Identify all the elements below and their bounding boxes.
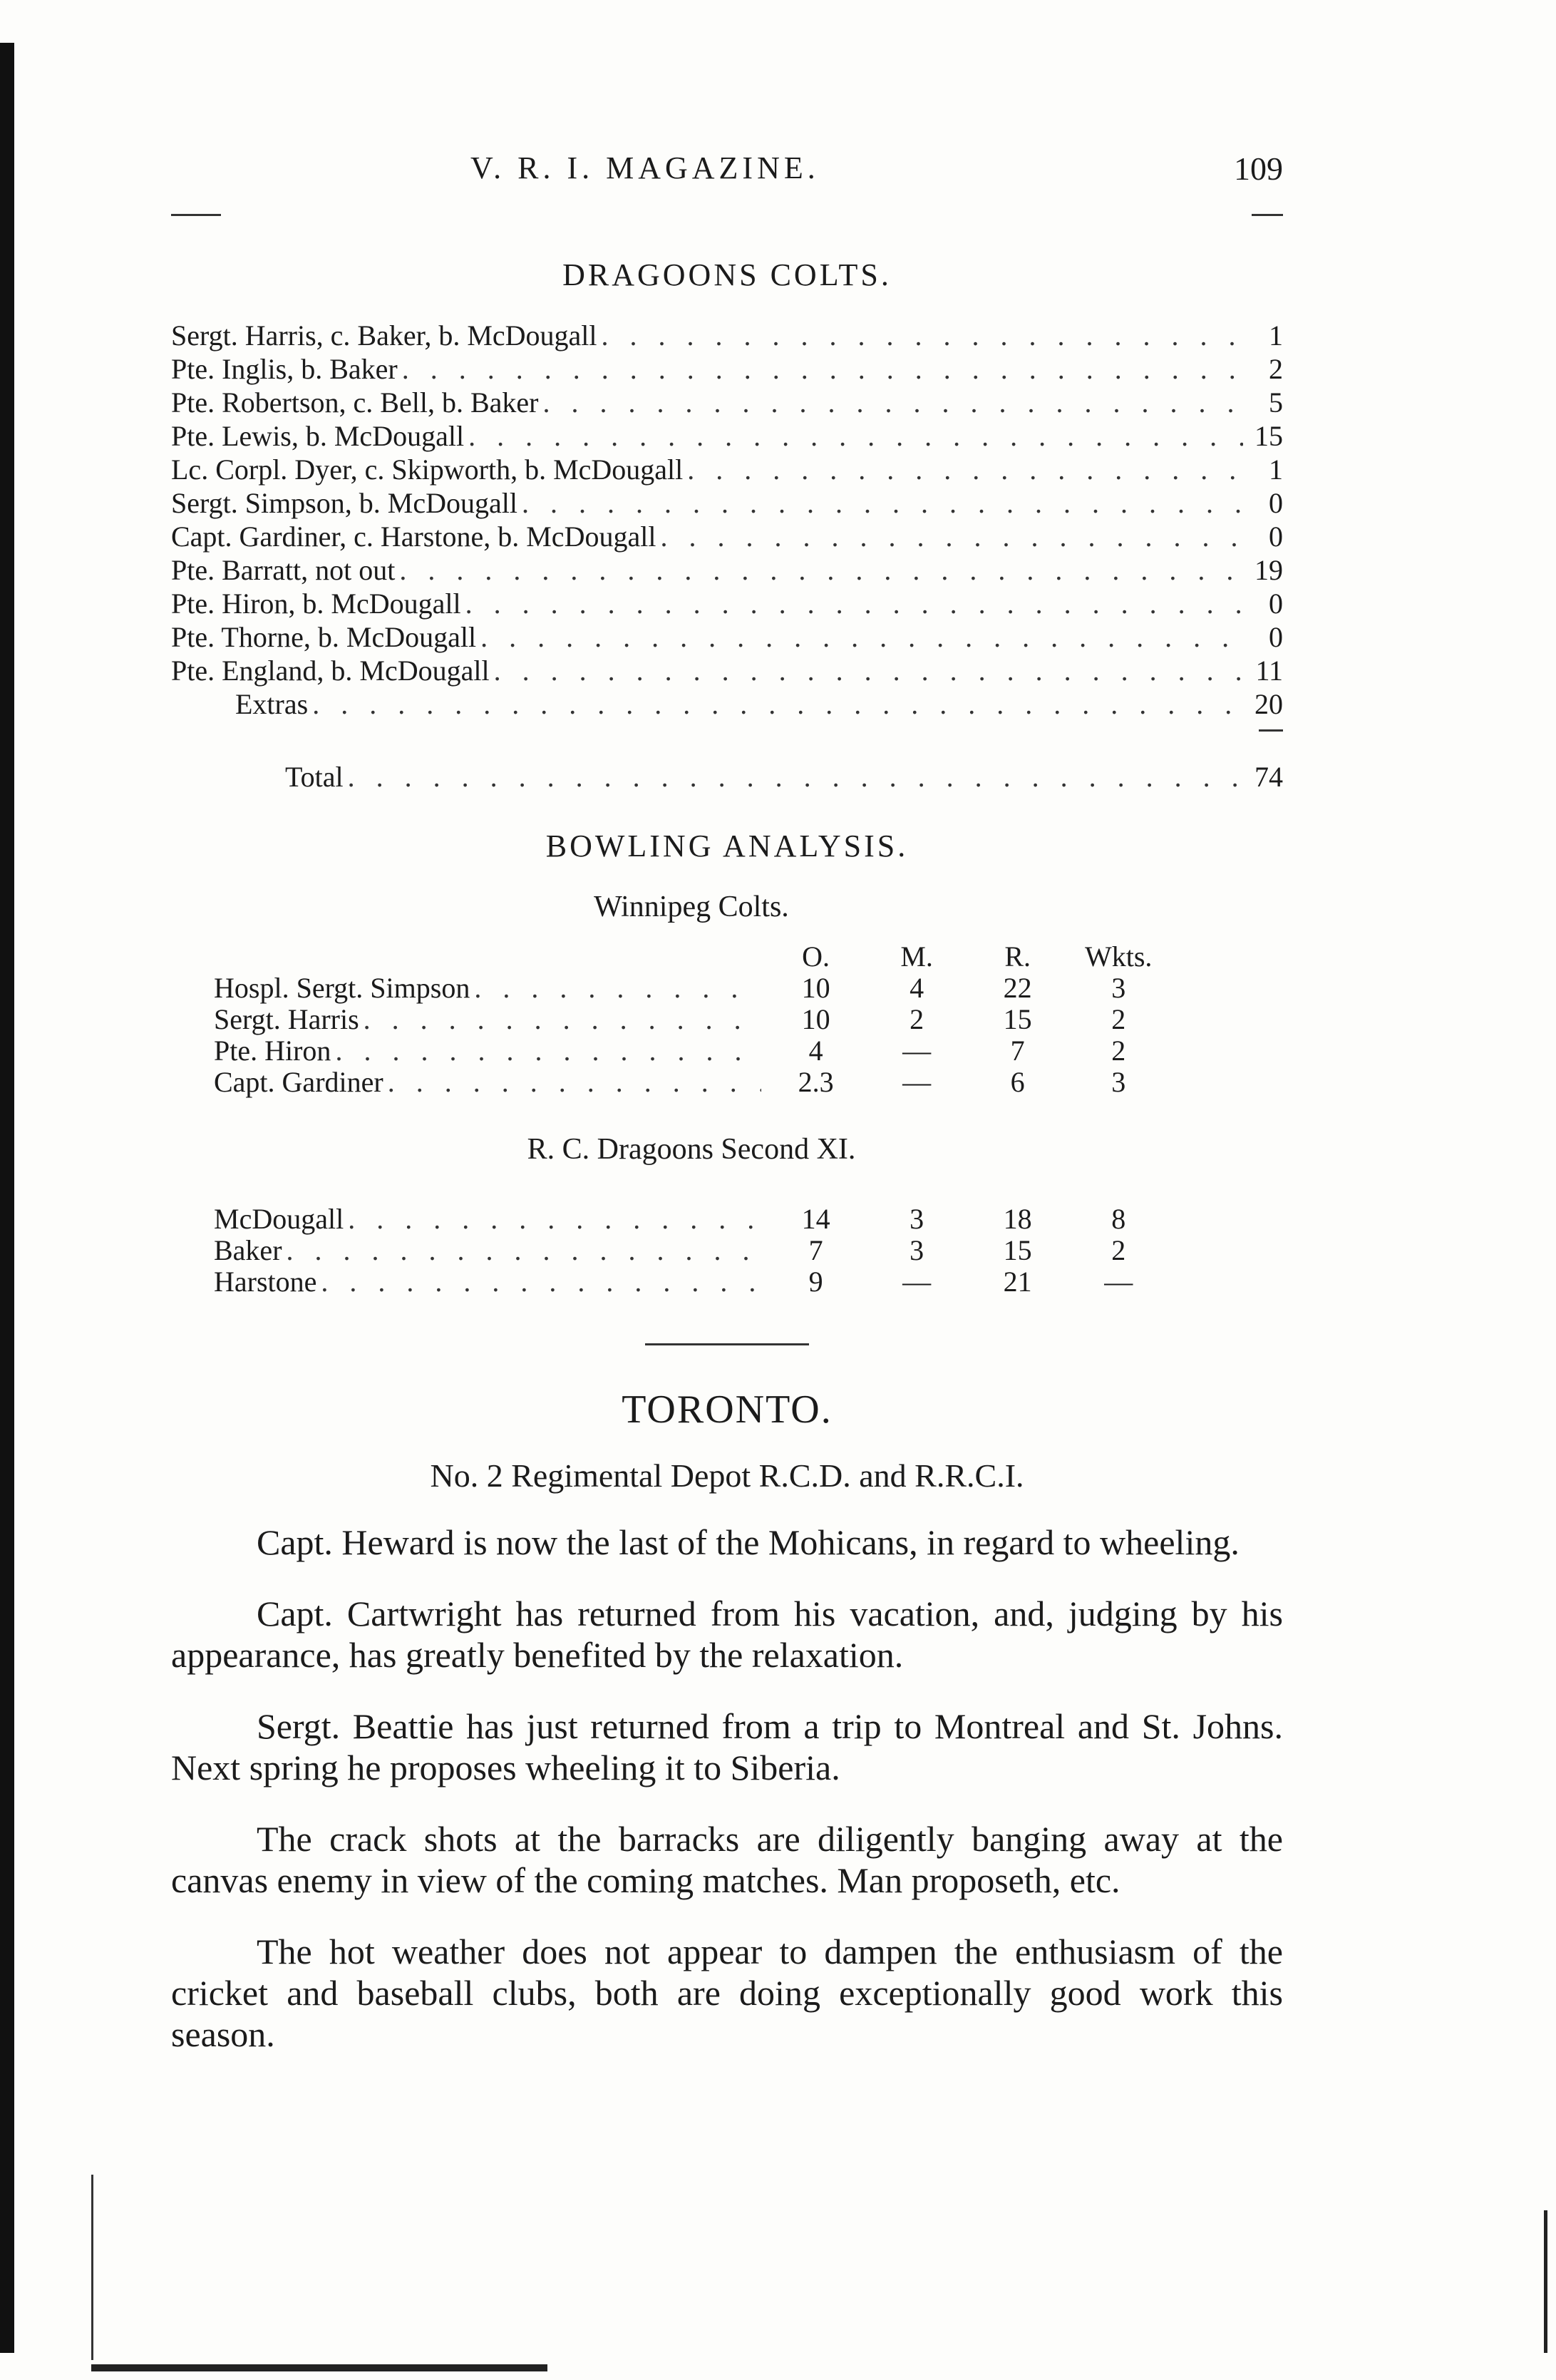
batsman-row (171, 319, 1283, 352)
bowler-name: McDougall (214, 1204, 344, 1235)
bowling-header-row (214, 941, 1169, 973)
wickets: — (1104, 1266, 1133, 1298)
bowler-row (214, 973, 1169, 1004)
runs: 15 (1003, 1003, 1032, 1035)
news-paragraph: Capt. Cartwright has returned from his vacation, and, judging by his appearance, has greatly benefited by the relaxation. (171, 1594, 1283, 1675)
col-runs: R. (1004, 940, 1031, 973)
bowler-name: Hospl. Sergt. Simpson (214, 973, 470, 1004)
wickets: 8 (1111, 1203, 1126, 1235)
maidens: 4 (910, 972, 924, 1004)
batsman-runs: 19 (1254, 554, 1283, 586)
col-wickets: Wkts. (1084, 940, 1153, 973)
bottom-rule (91, 2364, 547, 2371)
overs: 4 (808, 1035, 823, 1067)
edge-mark (1544, 2210, 1547, 2353)
maidens: 2 (910, 1003, 924, 1035)
overs: 9 (808, 1266, 823, 1298)
section-separator (645, 1343, 809, 1345)
runs: 15 (1003, 1234, 1032, 1266)
bowler-name: Baker (214, 1235, 282, 1266)
runs: 7 (1010, 1035, 1025, 1067)
batsman-runs: 0 (1269, 588, 1283, 620)
batsman-name: Pte. Thorne, b. McDougall (171, 621, 477, 653)
extras-row (171, 687, 1283, 721)
bowler-row (214, 1004, 1169, 1035)
runs: 6 (1010, 1066, 1025, 1098)
news-paragraph: Capt. Heward is now the last of the Mohicans, in regard to wheeling. (257, 1522, 1240, 1562)
col-overs: O. (802, 940, 830, 973)
batsman-name: Pte. Barratt, not out (171, 554, 396, 586)
batsman-name: Sergt. Harris, c. Baker, b. McDougall (171, 319, 597, 352)
total-label: Total (285, 761, 344, 793)
runs: 18 (1003, 1203, 1032, 1235)
margin-line (91, 2175, 93, 2360)
running-head (171, 143, 1283, 214)
wickets: 2 (1111, 1234, 1126, 1266)
bowling-table (214, 890, 1169, 1298)
team-name: R. C. Dragoons Second XI. (527, 1133, 856, 1166)
maidens: — (902, 1035, 932, 1067)
batsman-row (171, 486, 1283, 520)
header-dash-right (1252, 214, 1283, 216)
runs: 21 (1003, 1266, 1032, 1298)
bowler-name: Capt. Gardiner (214, 1067, 383, 1098)
batsman-runs: 0 (1269, 621, 1283, 653)
maidens: 3 (910, 1203, 924, 1235)
batsman-row (171, 587, 1283, 620)
batsman-runs: 11 (1255, 655, 1283, 687)
batsman-row (171, 620, 1283, 654)
batsman-row (171, 520, 1283, 553)
batsman-name: Pte. England, b. McDougall (171, 655, 490, 687)
wickets: 2 (1111, 1003, 1126, 1035)
section-subtitle: No. 2 Regimental Depot R.C.D. and R.R.C.I. (430, 1457, 1024, 1494)
bowler-row (214, 1035, 1169, 1067)
batsman-runs: 0 (1269, 520, 1283, 553)
batsman-row (171, 453, 1283, 486)
runs: 22 (1003, 972, 1032, 1004)
bowler-row (214, 1204, 1169, 1235)
wickets: 2 (1111, 1035, 1126, 1067)
bowler-name: Pte. Hiron (214, 1035, 331, 1067)
batsman-name: Lc. Corpl. Dyer, c. Skipworth, b. McDougall (171, 453, 684, 486)
bowling-title: BOWLING ANALYSIS. (545, 829, 909, 863)
news-paragraph: Sergt. Beattie has just returned from a trip to Montreal and St. Johns. Next spring he proposes wheeling it to Siberia. (171, 1706, 1283, 1787)
batsman-runs: 5 (1269, 386, 1283, 419)
batsman-name: Pte. Hiron, b. McDougall (171, 588, 461, 620)
batsman-row (171, 553, 1283, 587)
bowler-row (214, 1235, 1169, 1266)
innings-title: DRAGOONS COLTS. (562, 257, 892, 292)
total-runs: 74 (1254, 761, 1283, 793)
wickets: 3 (1111, 972, 1126, 1004)
page-number: 109 (1234, 150, 1283, 187)
news-paragraph: The hot weather does not appear to dampen the enthusiasm of the cricket and baseball clubs, both are doing exceptionally good work this season. (171, 1932, 1283, 2054)
batsman-name: Pte. Robertson, c. Bell, b. Baker (171, 386, 539, 419)
bowler-row (214, 1266, 1169, 1298)
batsman-name: Capt. Gardiner, c. Harstone, b. McDougall (171, 520, 656, 553)
batsman-name: Pte. Lewis, b. McDougall (171, 420, 465, 452)
batsman-row (171, 419, 1283, 453)
maidens: — (902, 1066, 932, 1098)
batting-list (171, 319, 1283, 794)
batsman-row (171, 352, 1283, 386)
batsman-runs: 1 (1269, 453, 1283, 486)
bowler-name: Harstone (214, 1266, 317, 1298)
news-paragraph: The crack shots at the barracks are diligently banging away at the canvas enemy in view of the coming matches. Man proposeth, etc. (171, 1819, 1283, 1900)
magazine-title: V. R. I. MAGAZINE. (470, 150, 820, 185)
batsman-runs: 15 (1254, 420, 1283, 452)
header-dash-left (171, 214, 221, 216)
batsman-name: Sergt. Simpson, b. McDougall (171, 487, 517, 519)
overs: 10 (801, 972, 830, 1004)
extras-runs: 20 (1254, 688, 1283, 720)
wickets: 3 (1111, 1066, 1126, 1098)
overs: 10 (801, 1003, 830, 1035)
overs: 7 (808, 1234, 823, 1266)
batsman-runs: 2 (1269, 353, 1283, 385)
maidens: — (902, 1266, 932, 1298)
batsman-name: Pte. Inglis, b. Baker (171, 353, 398, 385)
batsman-row (171, 386, 1283, 419)
binding-edge (0, 43, 14, 2353)
maidens: 3 (910, 1234, 924, 1266)
bowler-row (214, 1067, 1169, 1098)
batsman-row (171, 654, 1283, 687)
section-title: TORONTO. (622, 1388, 833, 1432)
bowler-name: Sergt. Harris (214, 1004, 359, 1035)
magazine-page (171, 143, 1283, 2085)
overs: 2.3 (798, 1066, 834, 1098)
batsman-runs: 1 (1269, 319, 1283, 352)
col-maidens: M. (900, 940, 933, 973)
total-rule (1259, 729, 1283, 732)
team-name: Winnipeg Colts. (594, 891, 789, 923)
extras-label: Extras (235, 688, 309, 720)
overs: 14 (801, 1203, 830, 1235)
batsman-runs: 0 (1269, 487, 1283, 519)
total-row (171, 760, 1283, 794)
